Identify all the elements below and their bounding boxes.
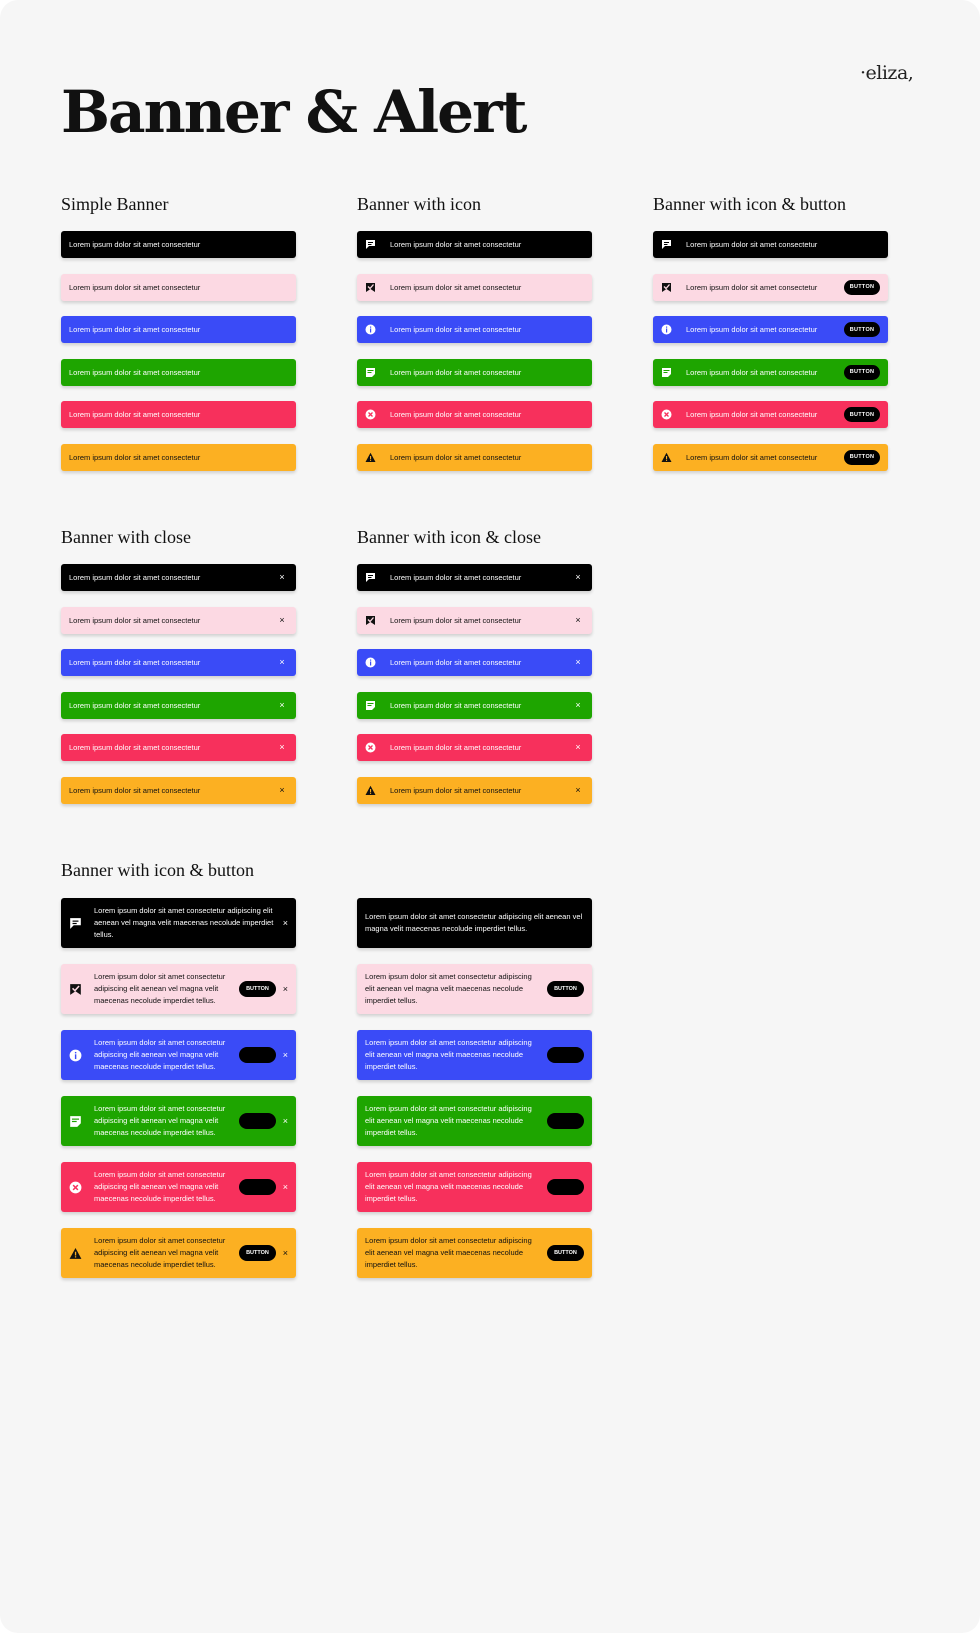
large-banner-green[interactable] — [357, 1096, 592, 1146]
banner-pink[interactable] — [61, 607, 296, 634]
error-icon — [365, 742, 376, 753]
banner-list — [357, 564, 592, 820]
banner-red[interactable] — [653, 401, 888, 428]
error-icon — [661, 409, 672, 420]
section-title: Banner with close — [61, 527, 191, 547]
large-banner-black[interactable] — [357, 898, 592, 948]
close-icon[interactable]: × — [282, 1248, 288, 1258]
banner-button[interactable]: BUTTON — [547, 981, 584, 997]
banner-text: Lorem ipsum dolor sit amet consectetur — [69, 785, 201, 795]
banner-blue[interactable] — [357, 316, 592, 343]
warning-icon — [365, 785, 376, 796]
banner-pink[interactable] — [357, 607, 592, 634]
close-icon[interactable]: × — [282, 1050, 288, 1060]
brand-logo: ·eliza, — [860, 62, 914, 84]
banner-text: Lorem ipsum dolor sit amet consectetur — [686, 325, 818, 335]
banner-pink[interactable] — [61, 274, 296, 301]
banner-pink[interactable] — [653, 274, 888, 301]
banner-button[interactable] — [547, 1047, 584, 1063]
banner-red[interactable] — [357, 734, 592, 761]
large-banner-list-left — [61, 898, 296, 1294]
banner-text: Lorem ipsum dolor sit amet consectetur — [390, 573, 522, 582]
banner-text: Lorem ipsum dolor sit amet consectetur — [686, 282, 818, 292]
banner-list — [61, 564, 296, 819]
flag-check-icon — [365, 615, 376, 626]
close-icon[interactable]: × — [279, 784, 285, 795]
section-banner-icon-button — [653, 192, 888, 487]
large-banner-list-right — [357, 898, 592, 1294]
banner-green[interactable] — [357, 359, 592, 386]
large-banner-yellow[interactable] — [357, 1228, 592, 1278]
banner-text: Lorem ipsum dolor sit amet consectetur adipiscing elit aenean vel magna velit maecenas necolude imperdiet tellus. — [365, 1104, 532, 1137]
banner-button[interactable] — [239, 1113, 276, 1129]
note-icon — [365, 367, 376, 378]
section-banner-with-icon — [357, 192, 592, 487]
banner-text: Lorem ipsum dolor sit amet consectetur adipiscing elit aenean vel magna velit maecenas necolude imperdiet tellus. — [94, 1170, 226, 1203]
section-title: Banner with icon & button — [61, 860, 254, 880]
banner-button[interactable]: BUTTON — [844, 450, 880, 465]
large-banner-pink[interactable] — [61, 964, 296, 1014]
banner-blue[interactable] — [653, 316, 888, 343]
chat-icon — [365, 239, 376, 250]
section-title: Banner with icon & button — [653, 194, 846, 214]
banner-text: Lorem ipsum dolor sit amet consectetur — [69, 700, 201, 710]
banner-text: Lorem ipsum dolor sit amet consectetur — [390, 743, 522, 753]
close-icon[interactable]: × — [279, 657, 285, 667]
banner-blue[interactable] — [61, 649, 296, 676]
banner-text: Lorem ipsum dolor sit amet consectetur — [390, 785, 522, 795]
banner-red[interactable] — [61, 401, 296, 428]
chat-icon — [365, 572, 376, 583]
banner-black[interactable] — [357, 231, 592, 258]
banner-text: Lorem ipsum dolor sit amet consectetur — [686, 452, 818, 462]
note-icon — [365, 700, 376, 711]
banner-text: Lorem ipsum dolor sit amet consectetur adipiscing elit aenean vel magna velit maecenas necolude imperdiet tellus. — [365, 1236, 532, 1269]
large-banner-green[interactable] — [61, 1096, 296, 1146]
banner-text: Lorem ipsum dolor sit amet consectetur — [390, 452, 522, 462]
banner-text: Lorem ipsum dolor sit amet consectetur adipiscing elit aenean vel magna velit maecenas necolude imperdiet tellus. — [94, 972, 226, 1005]
banner-text: Lorem ipsum dolor sit amet consectetur adipiscing elit aenean vel magna velit maecenas necolude imperdiet tellus. — [94, 1038, 226, 1071]
banner-button[interactable]: BUTTON — [239, 981, 276, 997]
note-icon — [661, 367, 672, 378]
chat-icon — [661, 239, 672, 250]
section-title: Simple Banner — [61, 194, 169, 214]
close-icon[interactable]: × — [575, 614, 581, 625]
banner-list — [653, 231, 888, 487]
banner-list — [357, 231, 592, 487]
banner-text: Lorem ipsum dolor sit amet consectetur — [69, 743, 201, 752]
banner-red[interactable] — [357, 401, 592, 428]
banner-text: Lorem ipsum dolor sit amet consectetur — [69, 410, 201, 419]
banner-yellow[interactable] — [357, 444, 592, 471]
banner-black[interactable] — [61, 231, 296, 258]
banner-button[interactable]: BUTTON — [844, 280, 880, 295]
banner-button[interactable] — [239, 1179, 276, 1195]
info-icon — [365, 324, 376, 335]
close-icon[interactable]: × — [282, 1182, 288, 1192]
banner-text: Lorem ipsum dolor sit amet consectetur adipiscing elit aenean vel magna velit maecenas necolude imperdiet tellus. — [365, 912, 583, 933]
banner-text: Lorem ipsum dolor sit amet consectetur adipiscing elit aenean vel magna velit maecenas necolude imperdiet tellus. — [365, 1170, 532, 1203]
close-icon[interactable]: × — [575, 572, 581, 582]
banner-black[interactable] — [61, 564, 296, 591]
banner-text: Lorem ipsum dolor sit amet consectetur — [390, 658, 522, 668]
banner-text: Lorem ipsum dolor sit amet consectetur — [390, 325, 522, 335]
close-icon[interactable]: × — [282, 984, 288, 994]
flag-check-icon — [365, 282, 376, 293]
banner-text: Lorem ipsum dolor sit amet consectetur — [69, 573, 201, 582]
banner-pink[interactable] — [357, 274, 592, 301]
banner-text: Lorem ipsum dolor sit amet consectetur — [390, 367, 522, 377]
banner-button[interactable]: BUTTON — [239, 1245, 276, 1261]
note-icon — [69, 1115, 82, 1128]
banner-text: Lorem ipsum dolor sit amet consectetur — [69, 658, 201, 667]
error-icon — [365, 409, 376, 420]
banner-button[interactable]: BUTTON — [844, 322, 880, 337]
section-banner-icon-button-large — [61, 858, 254, 882]
banner-text: Lorem ipsum dolor sit amet consectetur adipiscing elit aenean vel magna velit maecenas necolude imperdiet tellus. — [365, 972, 532, 1005]
section-banner-icon-close — [357, 525, 592, 820]
banner-text: Lorem ipsum dolor sit amet consectetur — [69, 452, 201, 462]
warning-icon — [69, 1247, 82, 1260]
banner-button[interactable]: BUTTON — [844, 365, 880, 380]
close-icon[interactable]: × — [282, 1116, 288, 1126]
banner-text: Lorem ipsum dolor sit amet consectetur — [69, 325, 201, 334]
section-title: Banner with icon — [357, 194, 481, 214]
page-title: Banner & Alert — [61, 78, 526, 146]
banner-button[interactable] — [547, 1179, 584, 1195]
banner-text: Lorem ipsum dolor sit amet consectetur adipiscing elit aenean vel magna velit maecenas necolude imperdiet tellus. — [94, 1104, 226, 1137]
banner-button[interactable] — [547, 1113, 584, 1129]
large-banner-blue[interactable] — [357, 1030, 592, 1080]
banner-green[interactable] — [61, 359, 296, 386]
chat-icon — [69, 917, 82, 930]
section-title: Banner with icon & close — [357, 527, 541, 547]
large-banner-yellow[interactable] — [61, 1228, 296, 1278]
close-icon[interactable]: × — [282, 918, 288, 928]
banner-blue[interactable] — [61, 316, 296, 343]
banner-text: Lorem ipsum dolor sit amet consectetur — [390, 410, 522, 420]
banner-green[interactable] — [357, 692, 592, 719]
close-icon[interactable]: × — [279, 742, 285, 752]
banner-text: Lorem ipsum dolor sit amet consectetur — [390, 615, 522, 625]
large-banner-red[interactable] — [61, 1162, 296, 1212]
info-icon — [365, 657, 376, 668]
close-icon[interactable]: × — [279, 572, 285, 582]
info-icon — [661, 324, 672, 335]
banner-text: Lorem ipsum dolor sit amet consectetur — [686, 410, 818, 420]
banner-text: Lorem ipsum dolor sit amet consectetur — [390, 282, 522, 292]
banner-text: Lorem ipsum dolor sit amet consectetur adipiscing elit aenean vel magna velit maecenas necolude imperdiet tellus. — [365, 1038, 532, 1071]
warning-icon — [365, 452, 376, 463]
section-banner-with-close — [61, 525, 296, 819]
banner-yellow[interactable] — [61, 444, 296, 471]
error-icon — [69, 1181, 82, 1194]
banner-text: Lorem ipsum dolor sit amet consectetur — [69, 367, 201, 377]
close-icon[interactable]: × — [575, 699, 581, 710]
banner-button[interactable]: BUTTON — [844, 407, 880, 422]
warning-icon — [661, 452, 672, 463]
banner-text: Lorem ipsum dolor sit amet consectetur — [390, 700, 522, 710]
banner-text: Lorem ipsum dolor sit amet consectetur — [686, 367, 818, 377]
banner-list — [61, 231, 296, 486]
close-icon[interactable]: × — [575, 784, 581, 795]
large-banner-pink[interactable] — [357, 964, 592, 1014]
close-icon[interactable]: × — [279, 699, 285, 710]
large-banner-black[interactable] — [61, 898, 296, 948]
banner-button[interactable] — [239, 1047, 276, 1063]
banner-text: Lorem ipsum dolor sit amet consectetur adipiscing elit aenean vel magna velit maecenas necolude imperdiet tellus. — [94, 906, 274, 939]
banner-blue[interactable] — [357, 649, 592, 676]
banner-green[interactable] — [653, 359, 888, 386]
section-simple-banner — [61, 192, 296, 486]
banner-text: Lorem ipsum dolor sit amet consectetur — [686, 240, 818, 249]
banner-text: Lorem ipsum dolor sit amet consectetur adipiscing elit aenean vel magna velit maecenas necolude imperdiet tellus. — [94, 1236, 226, 1269]
banner-yellow[interactable] — [61, 777, 296, 804]
banner-red[interactable] — [61, 734, 296, 761]
banner-text: Lorem ipsum dolor sit amet consectetur — [69, 615, 201, 625]
close-icon[interactable]: × — [279, 614, 285, 625]
banner-black[interactable] — [653, 231, 888, 258]
banner-text: Lorem ipsum dolor sit amet consectetur — [390, 240, 522, 249]
close-icon[interactable]: × — [575, 657, 581, 668]
large-banner-red[interactable] — [357, 1162, 592, 1212]
info-icon — [69, 1049, 82, 1062]
banner-green[interactable] — [61, 692, 296, 719]
large-banner-blue[interactable] — [61, 1030, 296, 1080]
banner-black[interactable] — [357, 564, 592, 591]
banner-yellow[interactable] — [653, 444, 888, 471]
banner-button[interactable]: BUTTON — [547, 1245, 584, 1261]
close-icon[interactable]: × — [575, 742, 581, 753]
banner-text: Lorem ipsum dolor sit amet consectetur — [69, 282, 201, 292]
banner-text: Lorem ipsum dolor sit amet consectetur — [69, 240, 201, 249]
banner-yellow[interactable] — [357, 777, 592, 804]
flag-check-icon — [661, 282, 672, 293]
flag-check-icon — [69, 983, 82, 996]
